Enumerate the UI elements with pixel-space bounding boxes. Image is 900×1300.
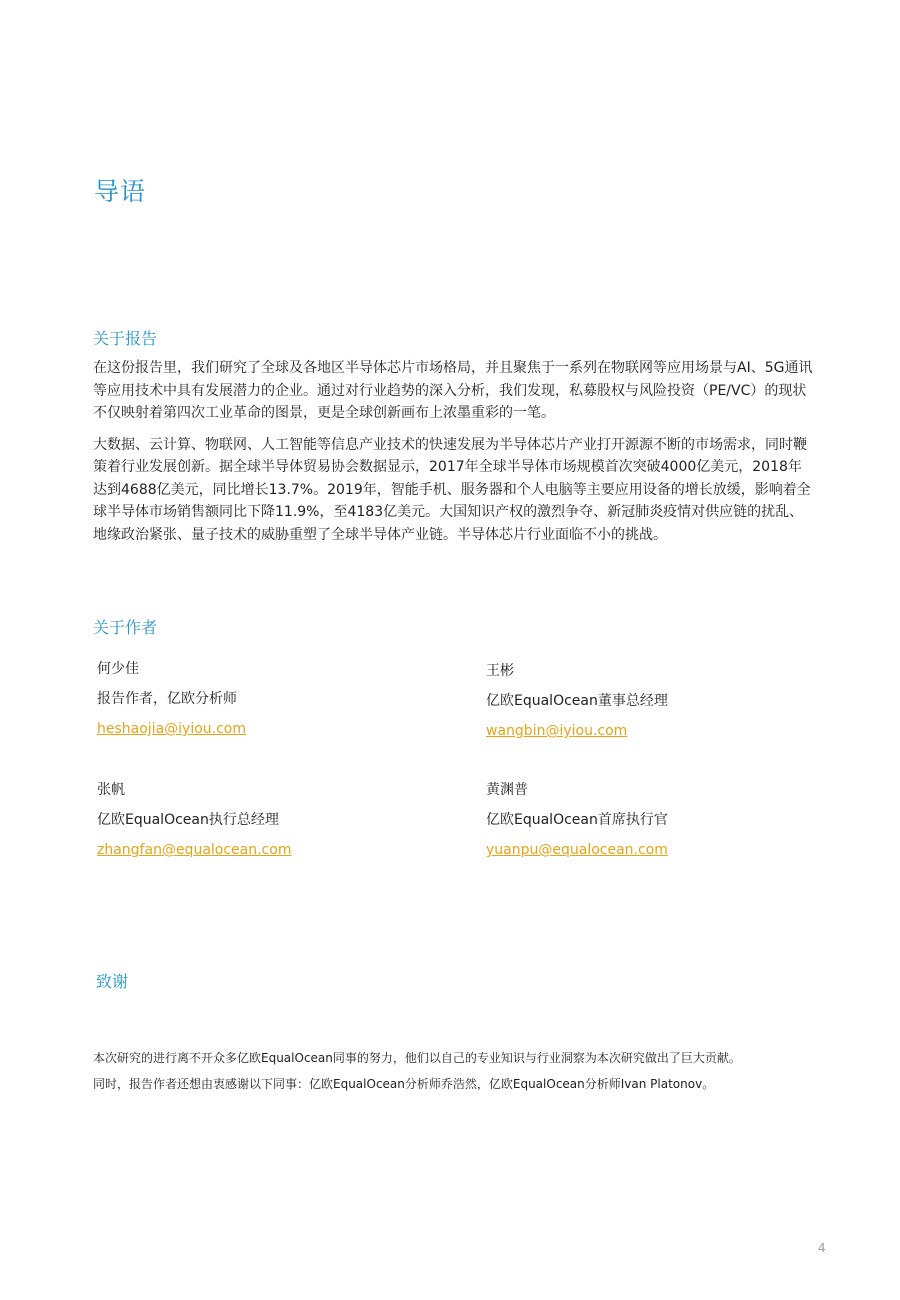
page-title: 导语 bbox=[94, 177, 147, 206]
author-email-link[interactable]: heshaojia@iyiou.com bbox=[97, 721, 247, 737]
author-role: 亿欧EqualOcean董事总经理 bbox=[486, 693, 668, 709]
author-card bbox=[486, 780, 816, 860]
acknowledgements-line: 同时，报告作者还想由衷感谢以下同事：亿欧EqualOcean分析师乔浩然，亿欧EqualOcean分析师Ivan Platonov。 bbox=[93, 1077, 715, 1091]
author-name: 张帆 bbox=[97, 782, 125, 798]
author-role: 报告作者，亿欧分析师 bbox=[97, 691, 237, 707]
author-name: 何少佳 bbox=[97, 661, 139, 677]
author-name: 王彬 bbox=[486, 663, 514, 679]
author-email-link[interactable]: wangbin@iyiou.com bbox=[486, 723, 628, 739]
report-paragraph: 大数据、云计算、物联网、人工智能等信息产业技术的快速发展为半导体芯片产业打开源源不断的市场需求，同时鞭策着行业发展创新。据全球半导体贸易协会数据显示，2017年全球半导体市场规模首次突破4000亿美元，2018年达到4688亿美元，同比增长13.7%。2019年，智能手机、服务器和个人电脑等主要应用设备的增长放缓，影响着全球半导体市场销售额同比下降11.9%，至4183亿美元。大国知识产权的激烈争夺、新冠肺炎疫情对供应链的扰乱、地缘政治紧张、量子技术的威胁重塑了全球半导体产业链。半导体芯片行业面临不小的挑战。 bbox=[93, 436, 811, 543]
author-role: 亿欧EqualOcean首席执行官 bbox=[486, 812, 668, 828]
author-email-link[interactable]: yuanpu@equalocean.com bbox=[486, 842, 668, 858]
author-card bbox=[97, 780, 427, 860]
report-paragraph: 在这份报告里，我们研究了全球及各地区半导体芯片市场格局，并且聚焦于一系列在物联网等应用场景与AI、5G通讯等应用技术中具有发展潜力的企业。通过对行业趋势的深入分析，我们发现，私募股权与风险投资（PE/VC）的现状不仅映射着第四次工业革命的图景，更是全球创新画布上浓墨重彩的一笔。 bbox=[93, 360, 813, 421]
about-authors-heading: 关于作者 bbox=[93, 618, 158, 637]
author-card bbox=[486, 661, 816, 741]
acknowledgements-line: 本次研究的进行离不开众多亿欧EqualOcean同事的努力，他们以自己的专业知识与行业洞察为本次研究做出了巨大贡献。 bbox=[93, 1051, 741, 1065]
author-name: 黄渊普 bbox=[486, 782, 528, 798]
about-report-body bbox=[93, 357, 813, 555]
page-number: 4 bbox=[818, 1241, 826, 1255]
acknowledgements-body bbox=[93, 1045, 833, 1097]
author-email-link[interactable]: zhangfan@equalocean.com bbox=[97, 842, 292, 858]
author-role: 亿欧EqualOcean执行总经理 bbox=[97, 812, 279, 828]
author-card bbox=[97, 659, 427, 739]
acknowledgements-heading: 致谢 bbox=[96, 972, 129, 991]
about-report-heading: 关于报告 bbox=[93, 329, 158, 348]
